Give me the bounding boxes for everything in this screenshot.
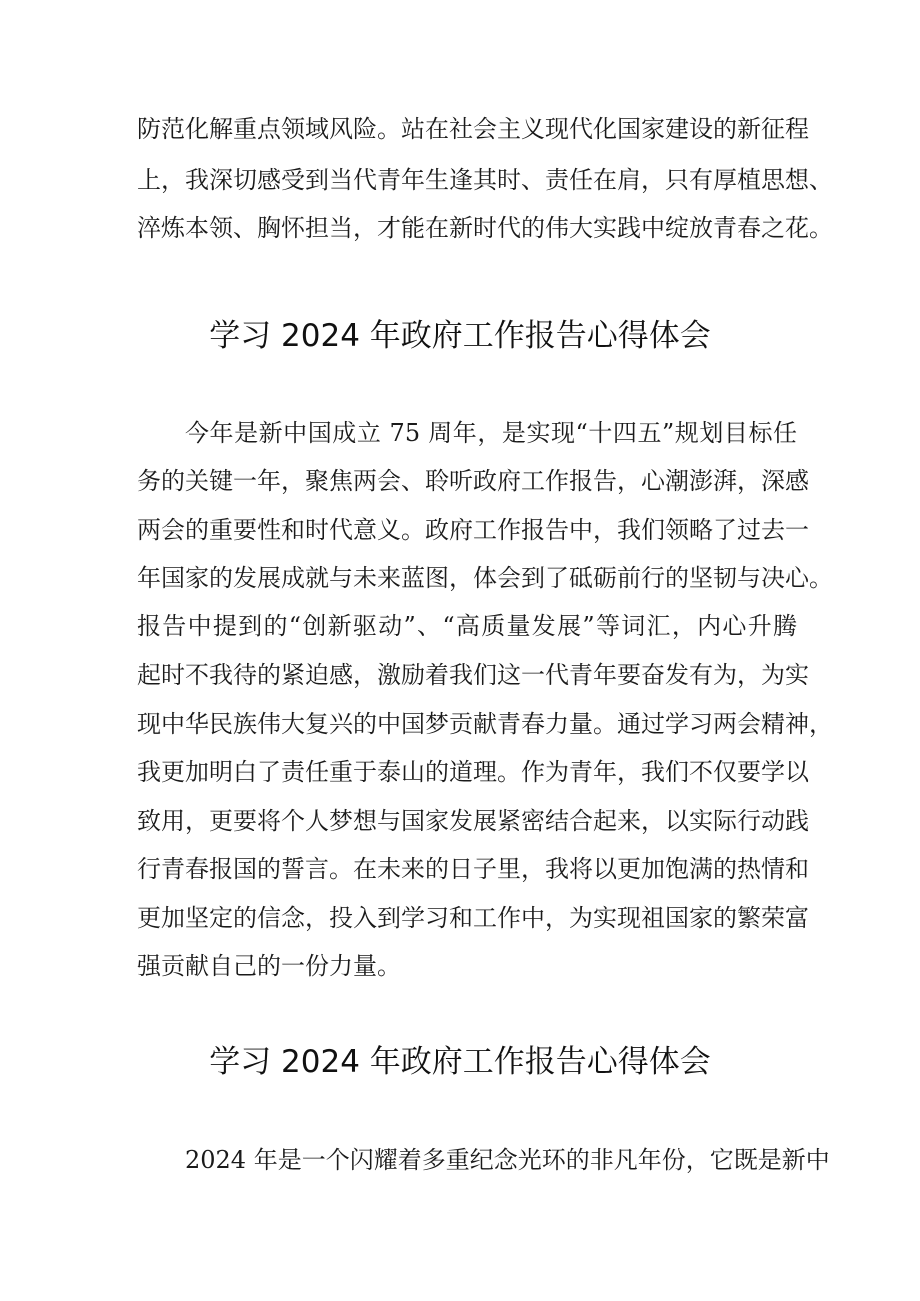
section-title: 学习 2024 年政府工作报告心得体会 [209,1044,711,1080]
intro-line: 防范化解重点领域风险。站在社会主义现代化国家建设的新征程 [137,115,809,143]
paragraph-line: 两会的重要性和时代意义。政府工作报告中，我们领略了过去一 [137,516,809,544]
paragraph-line: 年国家的发展成就与未来蓝图，体会到了砥砺前行的坚韧与决心。 [137,564,833,592]
paragraph-line: 起时不我待的紧迫感，激励着我们这一代青年要奋发有为，为实 [137,661,809,689]
paragraph-line: 行青春报国的誓言。在未来的日子里，我将以更加饱满的热情和 [137,855,809,883]
paragraph-line: 2024 年是一个闪耀着多重纪念光环的非凡年份，它既是新中 [185,1146,830,1174]
paragraph-line: 致用，更要将个人梦想与国家发展紧密结合起来，以实际行动践 [137,807,809,835]
paragraph-line: 强贡献自己的一份力量。 [137,952,401,980]
intro-line: 上，我深切感受到当代青年生逢其时、责任在肩，只有厚植思想、 [137,166,833,194]
intro-line: 淬炼本领、胸怀担当，才能在新时代的伟大实践中绽放青春之花。 [137,214,833,242]
paragraph-line: 更加坚定的信念，投入到学习和工作中，为实现祖国家的繁荣富 [137,904,809,932]
paragraph-line: 务的关键一年，聚焦两会、聆听政府工作报告，心潮澎湃，深感 [137,467,809,495]
section-title: 学习 2024 年政府工作报告心得体会 [209,318,711,354]
paragraph-line: 今年是新中国成立 75 周年，是实现“十四五”规划目标任 [185,419,797,447]
paragraph-line: 报告中提到的“创新驱动”、“高质量发展”等词汇，内心升腾 [137,612,797,640]
paragraph-line: 我更加明白了责任重于泰山的道理。作为青年，我们不仅要学以 [137,758,809,786]
paragraph-line: 现中华民族伟大复兴的中国梦贡献青春力量。通过学习两会精神， [137,710,833,738]
